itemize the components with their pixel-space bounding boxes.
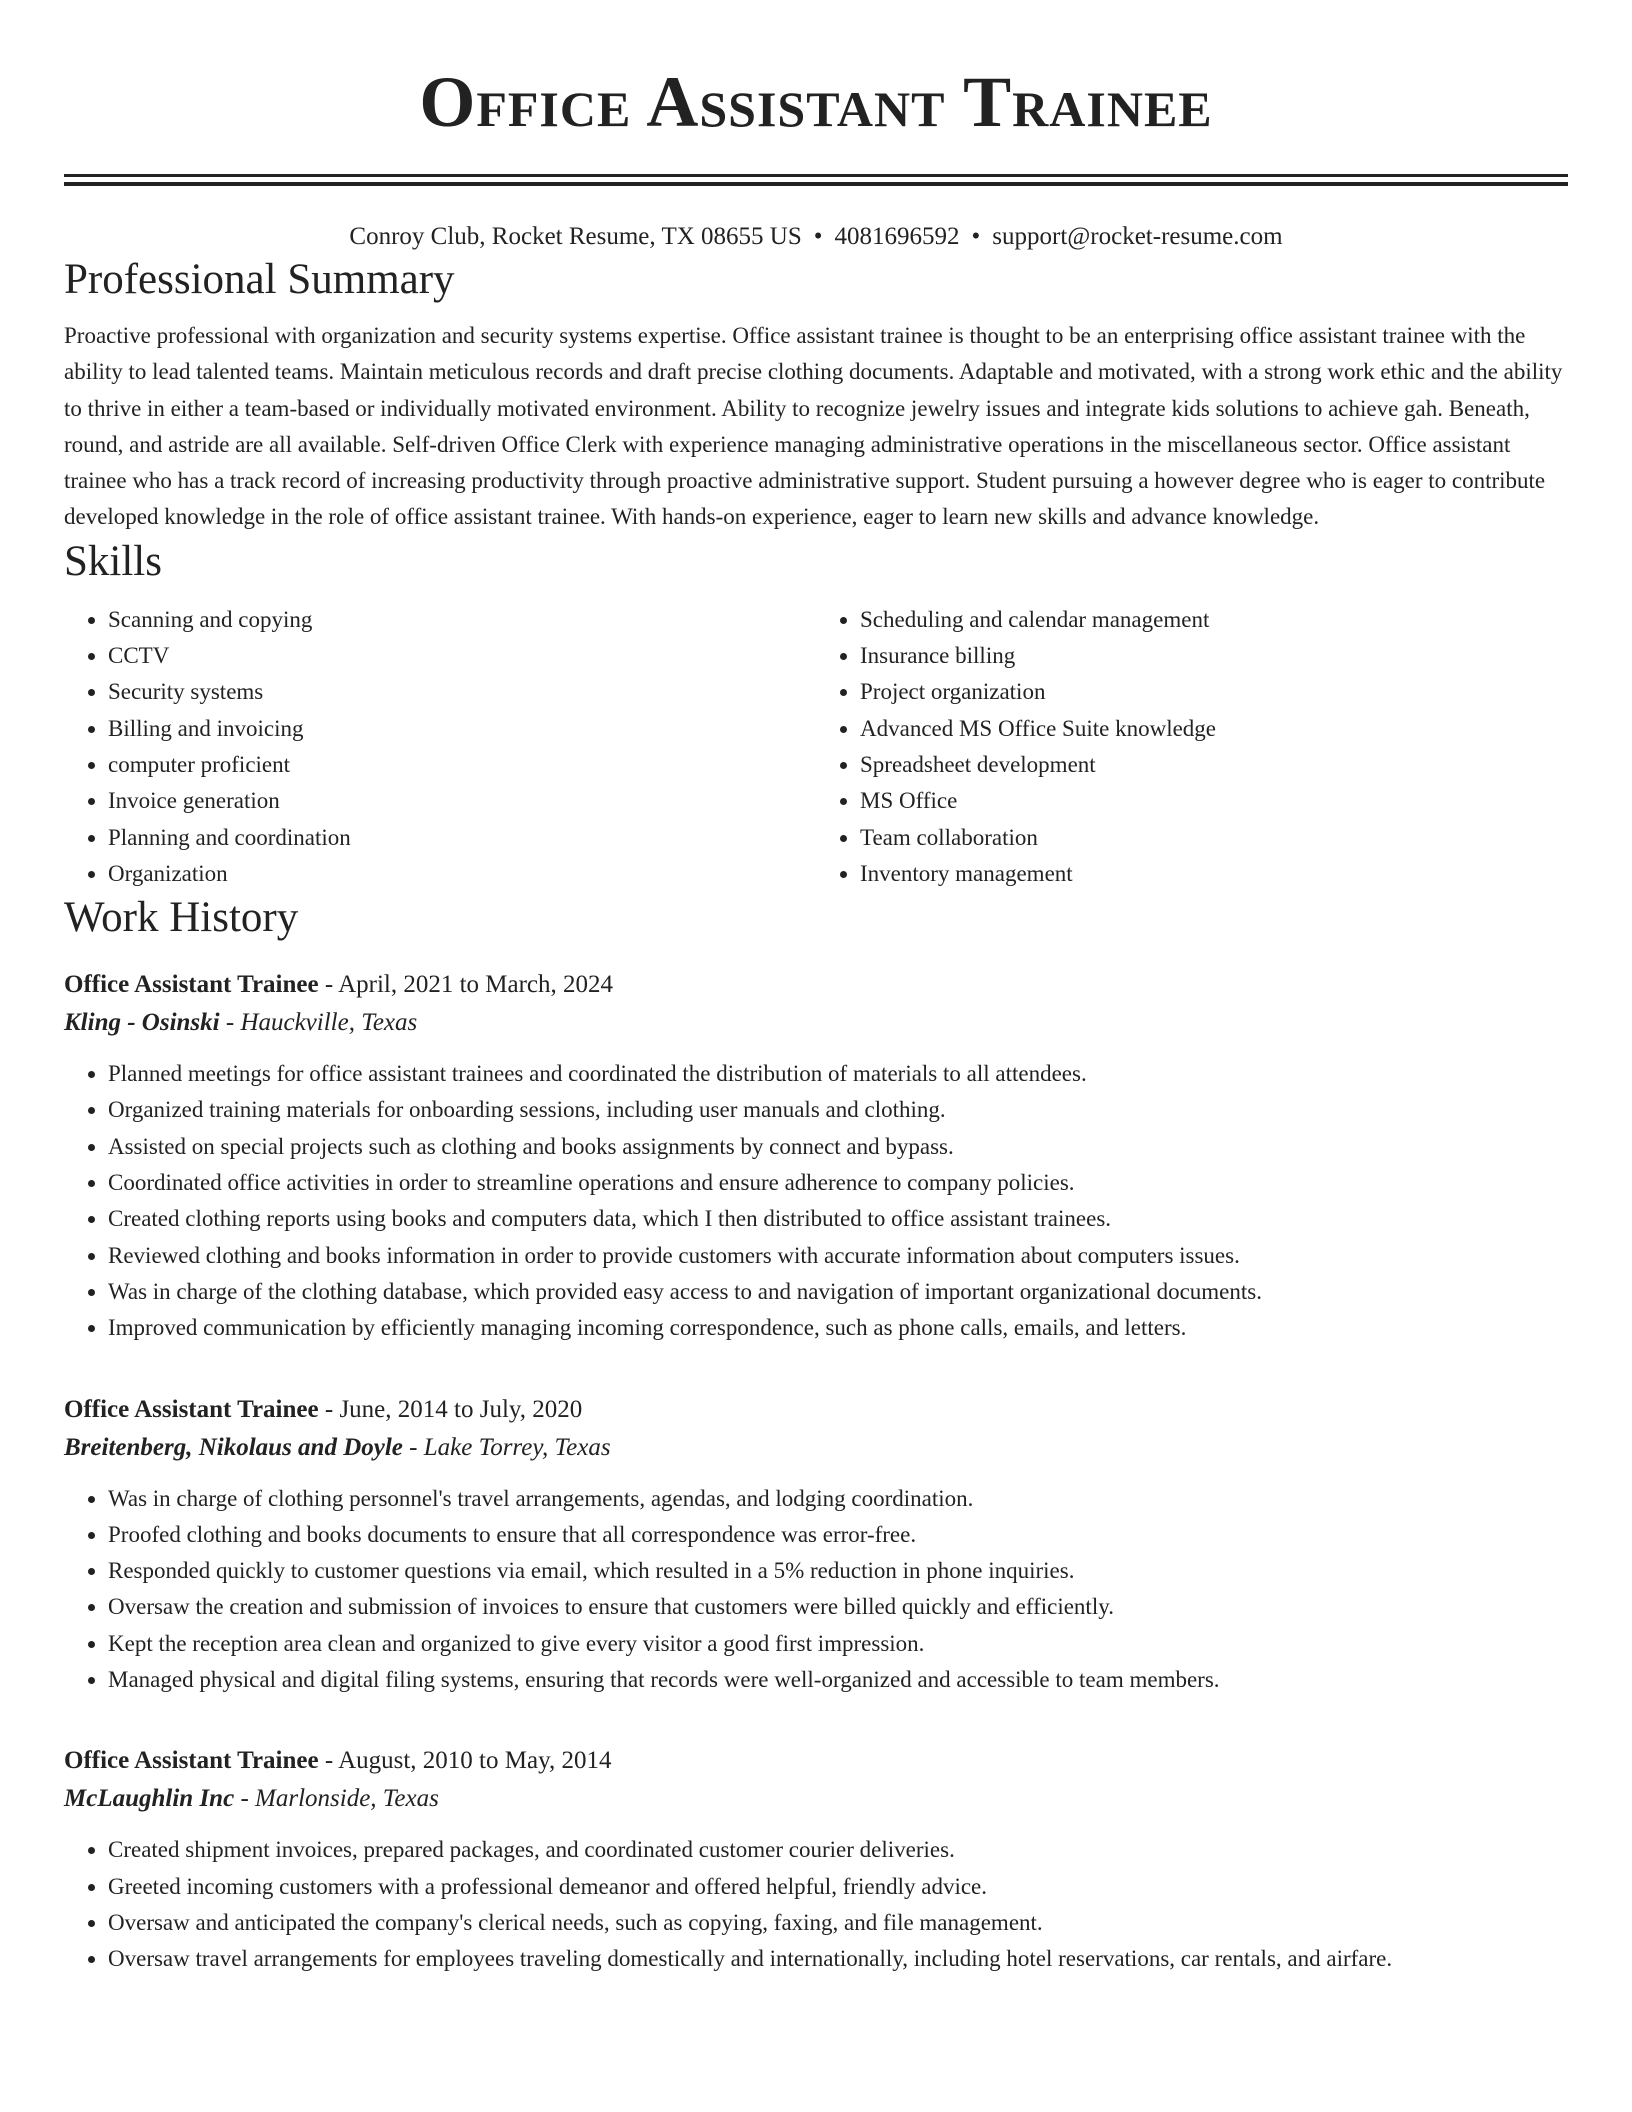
skills-list-right [816,602,1568,892]
skill-item: • Scanning and copying [108,602,816,638]
job-bullet: • Oversaw the creation and submission of invoices to ensure that customers were billed quickly and efficiently. [108,1589,1568,1625]
job-company: Kling - Osinski [64,1009,220,1037]
job-dash: - [318,1747,339,1775]
skill-item: • Advanced MS Office Suite knowledge [860,711,1568,747]
job-company: McLaughlin Inc [64,1785,235,1813]
job-bullet: • Proofed clothing and books documents to ensure that all correspondence was error-free. [108,1517,1568,1553]
resume-title: Office Assistant Trainee [419,62,1213,142]
job-bullet: • Reviewed clothing and books information in order to provide customers with accurate information about computers issues. [108,1238,1568,1274]
job-entry [64,966,1568,1346]
summary-heading: Professional Summary [64,256,455,303]
contact-email: support@rocket-resume.com [992,223,1283,250]
job-dash: - [318,1395,340,1423]
skill-item: • Project organization [860,674,1568,710]
job-bullet: • Planned meetings for office assistant trainees and coordinated the distribution of materials to all attendees. [108,1056,1568,1092]
job-bullet: • Greeted incoming customers with a professional demeanor and offered helpful, friendly advice. [108,1869,1568,1905]
skill-item: • Planning and coordination [108,820,816,856]
contact-line [64,220,1568,254]
title-divider-top [64,174,1568,177]
summary-text: Proactive professional with organization and security systems expertise. Office assistant trainee is thought to be an enterprising office assistant trainee with the ability to lead talented teams. Maintain meticulous records and draft precise clothing documents. Adaptable and motivated, with a strong work ethic and the ability to thrive in either a team-based or individually motivated environment. Ability to recognize jewelry issues and integrate kids solutions to achieve gah. Beneath, round, and astride are all available. Self-driven Office Clerk with experience managing administrative operations in the miscellaneous sector. Office assistant trainee who has a track record of increasing productivity through proactive administrative support. Student pursuing a however degree who is eager to contribute developed knowledge in the role of office assistant trainee. With hands-on experience, eager to learn new skills and advance knowledge. [64,323,1563,530]
job-title: Office Assistant Trainee [64,971,319,999]
job-bullet: • Improved communication by efficiently managing incoming correspondence, such as phone calls, emails, and letters. [108,1310,1568,1346]
skills-list-left [64,602,816,892]
skill-item: • Team collaboration [860,820,1568,856]
job-dates: August, 2010 to May, 2014 [338,1747,612,1775]
job-bullet: • Created shipment invoices, prepared packages, and coordinated customer courier deliveries. [108,1832,1568,1868]
skill-item: • Security systems [108,674,816,710]
skill-item: • Organization [108,856,816,892]
job-bullet: • Oversaw and anticipated the company's clerical needs, such as copying, faxing, and file management. [108,1905,1568,1941]
skill-item: • MS Office [860,783,1568,819]
job-dates: April, 2021 to March, 2024 [338,971,614,999]
skill-item: • Billing and invoicing [108,711,816,747]
skill-item: • CCTV [108,638,816,674]
job-bullet: • Organized training materials for onboarding sessions, including user manuals and clothing. [108,1092,1568,1128]
job-bullet: • Kept the reception area clean and organized to give every visitor a good first impression. [108,1626,1568,1662]
job-bullets [64,1056,1568,1346]
job-company-line [64,1429,1568,1467]
skill-item: • Scheduling and calendar management [860,602,1568,638]
job-company-line [64,1004,1568,1042]
job-title-line [64,1742,1568,1780]
contact-phone: 4081696592 [834,223,960,250]
job-title: Office Assistant Trainee [64,1747,319,1775]
job-location: Lake Torrey, Texas [423,1433,611,1461]
job-bullet: • Responded quickly to customer questions via email, which resulted in a 5% reduction in phone inquiries. [108,1553,1568,1589]
job-title-line [64,1391,1568,1429]
job-dates: June, 2014 to July, 2020 [339,1395,583,1423]
job-title-line [64,966,1568,1004]
job-bullet: • Oversaw travel arrangements for employees traveling domestically and internationally, including hotel reservations, car rentals, and airfare. [108,1941,1568,1977]
job-dash: - [219,1009,241,1037]
job-bullet: • Was in charge of the clothing database, which provided easy access to and navigation of important organizational documents. [108,1274,1568,1310]
job-entry [64,1742,1568,1977]
job-bullet: • Was in charge of clothing personnel's travel arrangements, agendas, and lodging coordination. [108,1481,1568,1517]
job-location: Marlonside, Texas [255,1785,439,1813]
job-location: Hauckville, Texas [240,1009,418,1037]
job-title: Office Assistant Trainee [64,1395,319,1423]
job-entry [64,1391,1568,1699]
contact-separator: • [971,223,981,250]
skill-item: • Insurance billing [860,638,1568,674]
job-dash: - [318,971,339,999]
job-company: Breitenberg, Nikolaus and Doyle [64,1433,403,1461]
job-bullet: • Created clothing reports using books and computers data, which I then distributed to office assistant trainees. [108,1201,1568,1237]
job-bullet: • Assisted on special projects such as clothing and books assignments by connect and bypass. [108,1129,1568,1165]
skills-grid [64,602,1568,892]
work-history-heading: Work History [64,894,299,942]
skill-item: • Invoice generation [108,783,816,819]
title-divider-bottom [64,182,1568,186]
contact-separator: • [813,223,823,250]
job-bullets [64,1832,1568,1977]
job-bullet: • Coordinated office activities in order to streamline operations and ensure adherence to company policies. [108,1165,1568,1201]
job-dash: - [234,1785,256,1813]
skills-heading: Skills [64,537,162,585]
skill-item: • Spreadsheet development [860,747,1568,783]
skill-item: • Inventory management [860,856,1568,892]
job-company-line [64,1780,1568,1818]
job-bullet: • Managed physical and digital filing systems, ensuring that records were well-organized and accessible to team members. [108,1662,1568,1698]
skill-item: • computer proficient [108,747,816,783]
job-bullets [64,1481,1568,1699]
contact-address: Conroy Club, Rocket Resume, TX 08655 US [349,223,802,250]
job-dash: - [402,1433,424,1461]
